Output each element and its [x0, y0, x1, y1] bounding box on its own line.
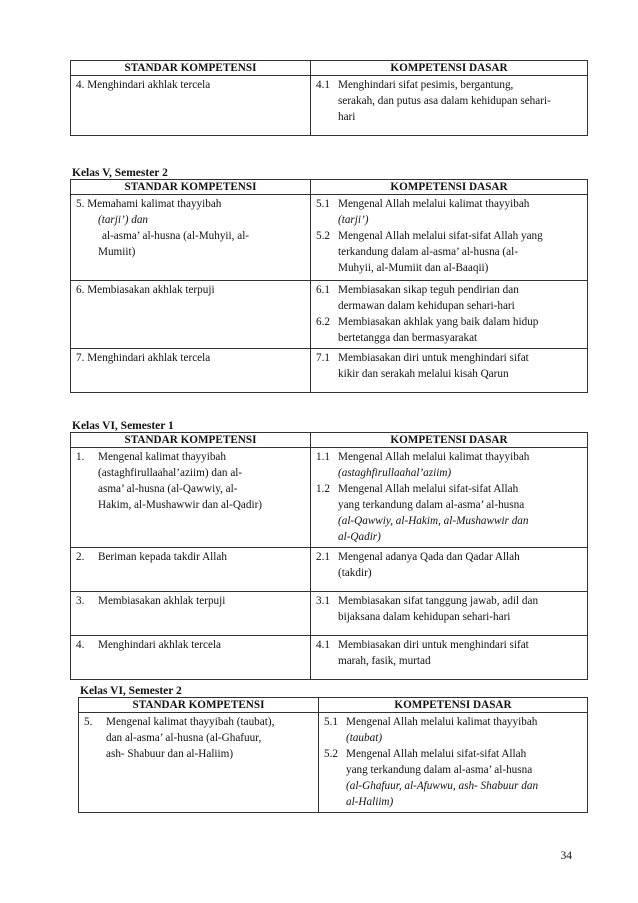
- sk-line: dan al-asma’ al-husna (al-Ghafuur,: [106, 732, 262, 744]
- kd-cell: [311, 448, 588, 548]
- competency-table-1: [70, 60, 588, 136]
- kd-line: Membiasakan sikap teguh pendirian dan: [338, 284, 519, 296]
- table-header-row: [71, 433, 588, 448]
- kd-line: marah, fasik, murtad: [338, 655, 431, 667]
- kd-number: 4.1: [316, 639, 330, 651]
- sk-line: ash- Shabuur dan al-Haliim): [106, 748, 234, 760]
- kd-number: 2.1: [316, 551, 330, 563]
- table-row: [71, 548, 588, 592]
- kd-line: Muhyii, al-Mumiit dan al-Baaqii): [338, 262, 489, 274]
- kd-number: 5.2: [316, 230, 330, 242]
- sk-text: Beriman kepada takdir Allah: [98, 551, 227, 563]
- kd-line: yang terkandung dalam al-asma’ al-husna: [338, 499, 525, 511]
- header-kompetensi-dasar: KOMPETENSI DASAR: [311, 61, 588, 76]
- table-row: [71, 76, 588, 136]
- kd-line: Mengenal adanya Qada dan Qadar Allah: [338, 551, 520, 563]
- sk-number: 5.: [84, 716, 93, 728]
- competency-table-2: [70, 179, 588, 393]
- kd-number: 5.1: [324, 716, 338, 728]
- kd-number: 4.1: [316, 79, 330, 91]
- header-kompetensi-dasar: KOMPETENSI DASAR: [311, 433, 588, 448]
- table-row: [71, 636, 588, 680]
- table-row: [71, 281, 588, 349]
- kd-line: dermawan dalam kehidupan sehari-hari: [338, 300, 515, 312]
- section-heading: Kelas V, Semester 2: [72, 167, 168, 179]
- kd-number: 5.1: [316, 198, 330, 210]
- kd-cell: [311, 195, 588, 281]
- sk-line: asma’ al-husna (al-Qawwiy, al-: [98, 483, 238, 495]
- kd-number: 3.1: [316, 595, 330, 607]
- kd-line: terkandung dalam al-asma’ al-husna (al-: [338, 246, 518, 258]
- sk-cell: [71, 636, 311, 680]
- sk-line: Mumiit): [98, 246, 136, 258]
- table-row: [71, 592, 588, 636]
- table-row: [71, 349, 588, 393]
- sk-cell: [71, 195, 311, 281]
- kd-line: Membiasakan diri untuk menghindari sifat: [338, 352, 529, 364]
- kd-line: Mengenal Allah melalui sifat-sifat Allah: [346, 748, 527, 760]
- kd-line: Membiasakan sifat tanggung jawab, adil dan: [338, 595, 539, 607]
- table-header-row: [71, 180, 588, 195]
- kd-number: 1.2: [316, 483, 330, 495]
- sk-text: Membiasakan akhlak terpuji: [98, 595, 226, 607]
- kd-number: 6.1: [316, 284, 330, 296]
- kd-line: Mengenal Allah melalui sifat-sifat Allah yang: [338, 230, 543, 242]
- kd-number: 1.1: [316, 451, 330, 463]
- sk-line: Mengenal kalimat thayyibah (taubat),: [106, 716, 275, 728]
- kd-line: al-Haliim): [346, 796, 394, 808]
- header-kompetensi-dasar: KOMPETENSI DASAR: [311, 180, 588, 195]
- table-header-row: [79, 698, 588, 713]
- kd-number: 6.2: [316, 316, 330, 328]
- kd-line: Menghindari sifat pesimis, bergantung,: [338, 79, 514, 91]
- kd-line: Membiasakan diri untuk menghindari sifat: [338, 639, 529, 651]
- sk-cell: [71, 592, 311, 636]
- kd-line: serakah, dan putus asa dalam kehidupan sehari-: [338, 95, 551, 107]
- kd-line: (al-Qawwiy, al-Hakim, al-Mushawwir dan: [338, 515, 529, 527]
- sk-line: Hakim, al-Mushawwir dan al-Qadir): [98, 499, 263, 511]
- kd-cell: [311, 281, 588, 349]
- kd-line: (al-Ghafuur, al-Afuwwu, ash- Shabuur dan: [346, 780, 539, 792]
- header-standar-kompetensi: STANDAR KOMPETENSI: [71, 61, 311, 76]
- header-standar-kompetensi: STANDAR KOMPETENSI: [79, 698, 319, 713]
- kd-line: Mengenal Allah melalui kalimat thayyibah: [346, 716, 538, 728]
- kd-line: kikir dan serakah melalui kisah Qarun: [338, 368, 509, 380]
- kd-cell: [311, 548, 588, 592]
- sk-cell: [71, 76, 311, 136]
- sk-line: (tarji’) dan: [98, 214, 149, 226]
- kd-number: 5.2: [324, 748, 338, 760]
- sk-cell: [71, 349, 311, 393]
- header-standar-kompetensi: STANDAR KOMPETENSI: [71, 433, 311, 448]
- competency-table-3: [70, 432, 588, 680]
- sk-cell: [79, 713, 319, 813]
- sk-text: 7. Menghindari akhlak tercela: [76, 352, 211, 364]
- page-number: 34: [560, 850, 572, 862]
- kd-line: (takdir): [338, 567, 372, 579]
- table-row: [79, 713, 588, 813]
- sk-line: al-asma’ al-husna (al-Muhyii, al-: [102, 230, 250, 242]
- table-header-row: [71, 61, 588, 76]
- sk-line: 5. Memahami kalimat thayyibah: [76, 198, 222, 210]
- sk-text: 4. Menghindari akhlak tercela: [76, 79, 211, 91]
- sk-text: Menghindari akhlak tercela: [98, 639, 222, 651]
- kd-line: Membiasakan akhlak yang baik dalam hidup: [338, 316, 539, 328]
- kd-cell: [311, 76, 588, 136]
- header-standar-kompetensi: STANDAR KOMPETENSI: [71, 180, 311, 195]
- sk-line: (astaghfirullaahal’aziim) dan al-: [98, 467, 243, 479]
- sk-cell: [71, 548, 311, 592]
- kd-line: bijaksana dalam kehidupan sehari-hari: [338, 611, 511, 623]
- kd-cell: [311, 592, 588, 636]
- kd-line: (astaghfirullaahal’aziim): [338, 467, 452, 479]
- sk-number: 3.: [76, 595, 85, 607]
- kd-cell: [311, 349, 588, 393]
- kd-line: Mengenal Allah melalui sifat-sifat Allah: [338, 483, 519, 495]
- kd-line: bertetangga dan bermasyarakat: [338, 332, 478, 344]
- sk-line: Mengenal kalimat thayyibah: [98, 451, 226, 463]
- table-row: [71, 195, 588, 281]
- sk-text: 6. Membiasakan akhlak terpuji: [76, 284, 215, 296]
- sk-number: 4.: [76, 639, 85, 651]
- kd-cell: [319, 713, 588, 813]
- sk-number: 1.: [76, 451, 85, 463]
- competency-table-4: [78, 697, 588, 813]
- sk-cell: [71, 281, 311, 349]
- kd-line: hari: [338, 111, 356, 123]
- kd-line: al-Qadir): [338, 531, 381, 543]
- sk-cell: [71, 448, 311, 548]
- kd-line: yang terkandung dalam al-asma’ al-husna: [346, 764, 533, 776]
- section-heading: Kelas VI, Semester 1: [72, 420, 174, 432]
- section-heading: Kelas VI, Semester 2: [80, 685, 182, 697]
- kd-line: (taubat): [346, 732, 383, 744]
- kd-line: (tarji’): [338, 214, 369, 226]
- header-kompetensi-dasar: KOMPETENSI DASAR: [319, 698, 588, 713]
- kd-line: Mengenal Allah melalui kalimat thayyibah: [338, 198, 530, 210]
- kd-number: 7.1: [316, 352, 330, 364]
- kd-cell: [311, 636, 588, 680]
- kd-line: Mengenal Allah melalui kalimat thayyibah: [338, 451, 530, 463]
- sk-number: 2.: [76, 551, 85, 563]
- table-row: [71, 448, 588, 548]
